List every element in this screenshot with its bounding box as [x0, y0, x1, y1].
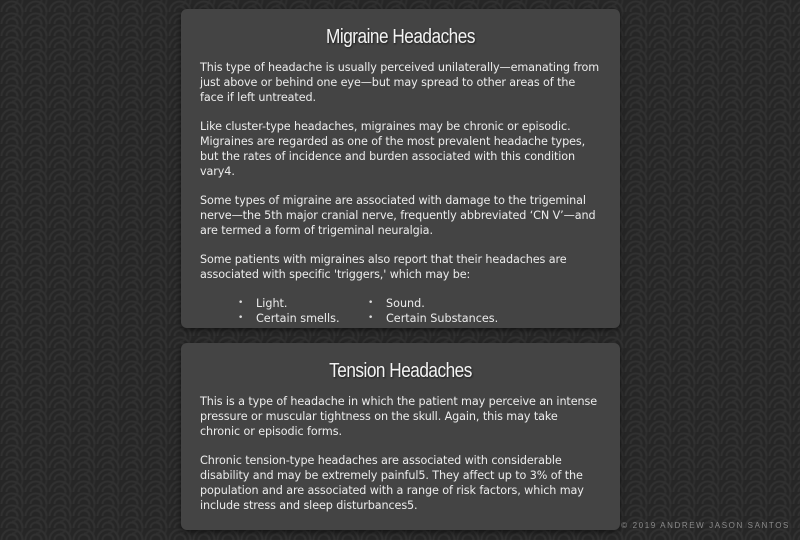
- triggers-list: [200, 296, 601, 326]
- tension-title: Tension Headaches: [329, 359, 472, 382]
- tension-card: [181, 343, 620, 530]
- list-item: [238, 296, 368, 311]
- bullet-icon: •: [238, 298, 244, 308]
- migraine-paragraph-2: Like cluster-type headaches, migraines may be chronic or episodic. Migraines are regarded as one of the most prevalent headache types, but the rates of incidence and burden associated with this condition vary4.: [200, 120, 586, 178]
- migraine-paragraph-1: This type of headache is usually perceived unilaterally—emanating from just above or behind one eye—but may spread to other areas of the face if left untreated.: [200, 61, 600, 104]
- migraine-paragraph-4: Some patients with migraines also report that their headaches are associated with specific 'triggers,' which may be:: [200, 253, 567, 281]
- list-item: [238, 311, 368, 326]
- trigger-label: Certain Substances.: [386, 312, 499, 325]
- copyright-footer: © 2019 ANDREW JASON SANTOS: [621, 521, 790, 530]
- bullet-icon: •: [238, 313, 244, 323]
- trigger-label: Sound.: [386, 297, 425, 310]
- tension-paragraph-1: This is a type of headache in which the patient may perceive an intense pressure or muscular tightness on the skull. Again, this may take chronic or episodic forms.: [200, 395, 598, 438]
- trigger-label: Light.: [256, 297, 288, 310]
- migraine-title: Migraine Headaches: [326, 25, 475, 48]
- migraine-paragraph-3: Some types of migraine are associated with damage to the trigeminal nerve—the 5th major cranial nerve, frequently abbreviated ‘CN V’—and are termed a form of trigeminal neuralgia.: [200, 194, 596, 237]
- list-item: [368, 311, 518, 326]
- migraine-card: [181, 9, 620, 328]
- tension-paragraph-2: Chronic tension-type headaches are associated with considerable disability and may be extremely painful5. They affect up to 3% of the population and are associated with a range of risk factors, which may include stress and sleep disturbances5.: [200, 454, 584, 512]
- trigger-label: Certain smells.: [256, 312, 340, 325]
- list-item: [368, 296, 518, 311]
- bullet-icon: •: [368, 298, 374, 308]
- bullet-icon: •: [368, 313, 374, 323]
